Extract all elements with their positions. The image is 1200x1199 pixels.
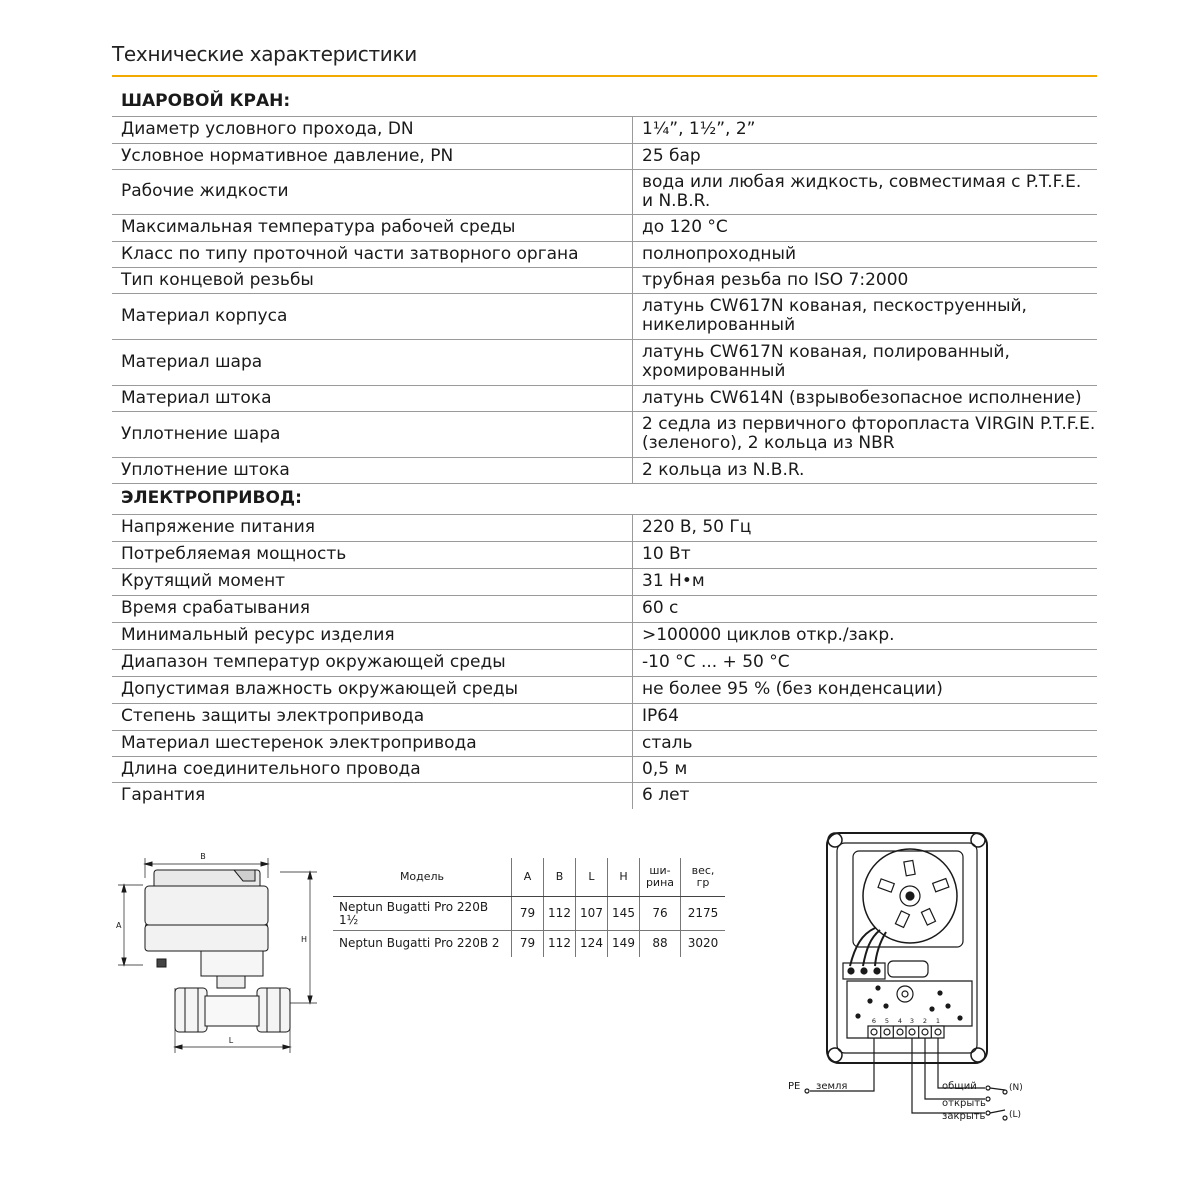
wiring-diagram: [780, 826, 1060, 1136]
page-title: Технические характеристики: [112, 42, 417, 66]
spec-value-line: никелированный: [642, 315, 796, 335]
table-row: [112, 649, 1097, 676]
header-l: L: [576, 858, 608, 897]
header-model: Модель: [333, 858, 512, 897]
table-row: [112, 676, 1097, 703]
spec-value-line: хромированный: [642, 361, 786, 381]
spec-label: Допустимая влажность окружающей среды: [112, 676, 633, 703]
spec-value: -10 °C ... + 50 °C: [633, 649, 1098, 676]
spec-value-line: 2 седла из первичного фторопласта VIRGIN P.T.F.E.: [642, 414, 1096, 434]
header-weight-line: гр: [696, 876, 710, 889]
table-row: [112, 541, 1097, 568]
header-weight-line: вес,: [691, 864, 715, 877]
table-row: [112, 622, 1097, 649]
spec-value-line: (зеленого), 2 кольца из NBR: [642, 433, 895, 453]
spec-value: латунь CW614N (взрывобезопасное исполнение): [633, 385, 1098, 411]
terminal-label: 4: [897, 1017, 903, 1025]
cell-b: 112: [544, 897, 576, 931]
spec-label: Крутящий момент: [112, 568, 633, 595]
table-row: [112, 214, 1097, 241]
cell-h: 145: [608, 897, 640, 931]
spec-value: полнопроходный: [633, 241, 1098, 267]
line-label: (L): [1009, 1110, 1022, 1120]
dimension-label-h: H: [301, 935, 308, 944]
spec-table: [112, 87, 1097, 809]
spec-value: трубная резьба по ISO 7:2000: [633, 267, 1098, 293]
spec-label: Уплотнение шара: [112, 411, 633, 457]
table-row: [112, 730, 1097, 756]
dimensions-header-row: [333, 858, 725, 897]
spec-label: Рабочие жидкости: [112, 169, 633, 214]
spec-value: 6 лет: [642, 785, 690, 806]
spec-value: 2 кольца из N.B.R.: [633, 457, 1098, 483]
header-weight: [681, 858, 726, 897]
table-row: [112, 385, 1097, 411]
table-row: [112, 568, 1097, 595]
cell-l: 124: [576, 931, 608, 957]
pe-label: PE: [788, 1081, 801, 1092]
spec-value-line: латунь CW617N кованая, пескоструенный,: [642, 296, 1027, 316]
spec-value: [633, 339, 1098, 385]
table-row: [112, 703, 1097, 730]
dimension-label-b: B: [200, 852, 206, 861]
valve-drawing: [105, 848, 320, 1058]
dimension-label-a: A: [116, 921, 122, 930]
model-cell: [333, 897, 512, 931]
spec-value: сталь: [633, 730, 1098, 756]
spec-label: Материал шара: [112, 339, 633, 385]
open-label: открыть: [942, 1098, 986, 1109]
spec-label: Тип концевой резьбы: [112, 267, 633, 293]
spec-label: Условное нормативное давление, PN: [112, 143, 633, 169]
cell-weight: 2175: [681, 897, 726, 931]
header-width-line: ши-: [649, 864, 671, 877]
spec-value: [633, 293, 1098, 339]
spec-value-line: вода или любая жидкость, совместимая с P.T.F.E.: [642, 171, 1082, 192]
table-row: [112, 267, 1097, 293]
spec-value: [633, 411, 1098, 457]
spec-value: [633, 169, 1098, 214]
neutral-label: (N): [1009, 1083, 1023, 1093]
cell-h: 149: [608, 931, 640, 957]
spec-label: Класс по типу проточной части затворного органа: [112, 241, 633, 267]
cell-b: 112: [544, 931, 576, 957]
model-line: 1½: [339, 912, 359, 927]
table-row: [112, 143, 1097, 169]
table-row: [333, 897, 725, 931]
close-label: закрыть: [942, 1111, 986, 1122]
spec-label: Длина соединительного провода: [112, 756, 633, 782]
spec-label: Гарантия: [112, 782, 633, 809]
cell-weight: 3020: [681, 931, 726, 957]
table-row: [112, 293, 1097, 339]
spec-value: 10 Вт: [633, 541, 1098, 568]
spec-value: 31 Н•м: [633, 568, 1098, 595]
cell-l: 107: [576, 897, 608, 931]
section-heading: ШАРОВОЙ КРАН:: [112, 87, 1097, 116]
header-width: [640, 858, 681, 897]
dimension-label-l: L: [228, 1036, 234, 1045]
spec-value: 60 с: [633, 595, 1098, 622]
spec-value: до 120 °C: [633, 214, 1098, 241]
spec-value: IP64: [633, 703, 1098, 730]
table-row: [112, 756, 1097, 782]
terminal-label: 1: [935, 1017, 941, 1025]
terminal-label: 2: [922, 1017, 928, 1025]
spec-label: Материал штока: [112, 385, 633, 411]
table-row: [112, 169, 1097, 214]
spec-label: Материал шестеренок электропривода: [112, 730, 633, 756]
cell-width: 88: [640, 931, 681, 957]
ground-label: земля: [816, 1081, 848, 1092]
table-row: [112, 595, 1097, 622]
table-row: [112, 116, 1097, 143]
spec-value: не более 95 % (без конденсации): [633, 676, 1098, 703]
spec-label: Материал корпуса: [112, 293, 633, 339]
terminal-label: 3: [909, 1017, 915, 1025]
spec-label: Время срабатывания: [112, 595, 633, 622]
terminal-label: 5: [884, 1017, 890, 1025]
spec-label: Уплотнение штока: [112, 457, 633, 483]
spec-label: Диаметр условного прохода, DN: [112, 116, 633, 143]
dimensions-table: [333, 858, 725, 957]
spec-value: 220 В, 50 Гц: [633, 514, 1098, 541]
spec-value: >100000 циклов откр./закр.: [633, 622, 1098, 649]
spec-label: Степень защиты электропривода: [112, 703, 633, 730]
spec-value-line: латунь CW617N кованая, полированный,: [642, 342, 1010, 362]
model-cell: Neptun Bugatti Pro 220В 2: [339, 936, 500, 951]
spec-label: Максимальная температура рабочей среды: [112, 214, 633, 241]
header-width-line: рина: [645, 876, 675, 889]
table-row: [112, 411, 1097, 457]
spec-label: Диапазон температур окружающей среды: [112, 649, 633, 676]
terminal-label: 6: [871, 1017, 877, 1025]
cell-width: 76: [640, 897, 681, 931]
header-a: A: [512, 858, 544, 897]
section-ball-valve: [112, 87, 1097, 116]
spec-value: 1¼”, 1½”, 2”: [633, 116, 1098, 143]
spec-label: Напряжение питания: [112, 514, 633, 541]
table-row: [112, 339, 1097, 385]
section-heading: ЭЛЕКТРОПРИВОД:: [112, 483, 1097, 514]
cell-a: 79: [512, 931, 544, 957]
table-row: [112, 782, 1097, 809]
title-divider: [112, 75, 1097, 77]
table-row: [112, 457, 1097, 483]
spec-value: 25 бар: [633, 143, 1098, 169]
spec-label: Минимальный ресурс изделия: [112, 622, 633, 649]
header-b: B: [544, 858, 576, 897]
header-h: H: [608, 858, 640, 897]
table-row: [112, 514, 1097, 541]
model-line: Neptun Bugatti Pro 220В: [339, 899, 489, 914]
table-row: [112, 241, 1097, 267]
spec-label: Потребляемая мощность: [112, 541, 633, 568]
section-actuator: [112, 483, 1097, 514]
spec-value-line: и N.B.R.: [642, 190, 711, 211]
spec-value: 0,5 м: [633, 756, 1098, 782]
cell-a: 79: [512, 897, 544, 931]
table-row: [333, 931, 725, 957]
common-label: общий: [942, 1081, 977, 1092]
